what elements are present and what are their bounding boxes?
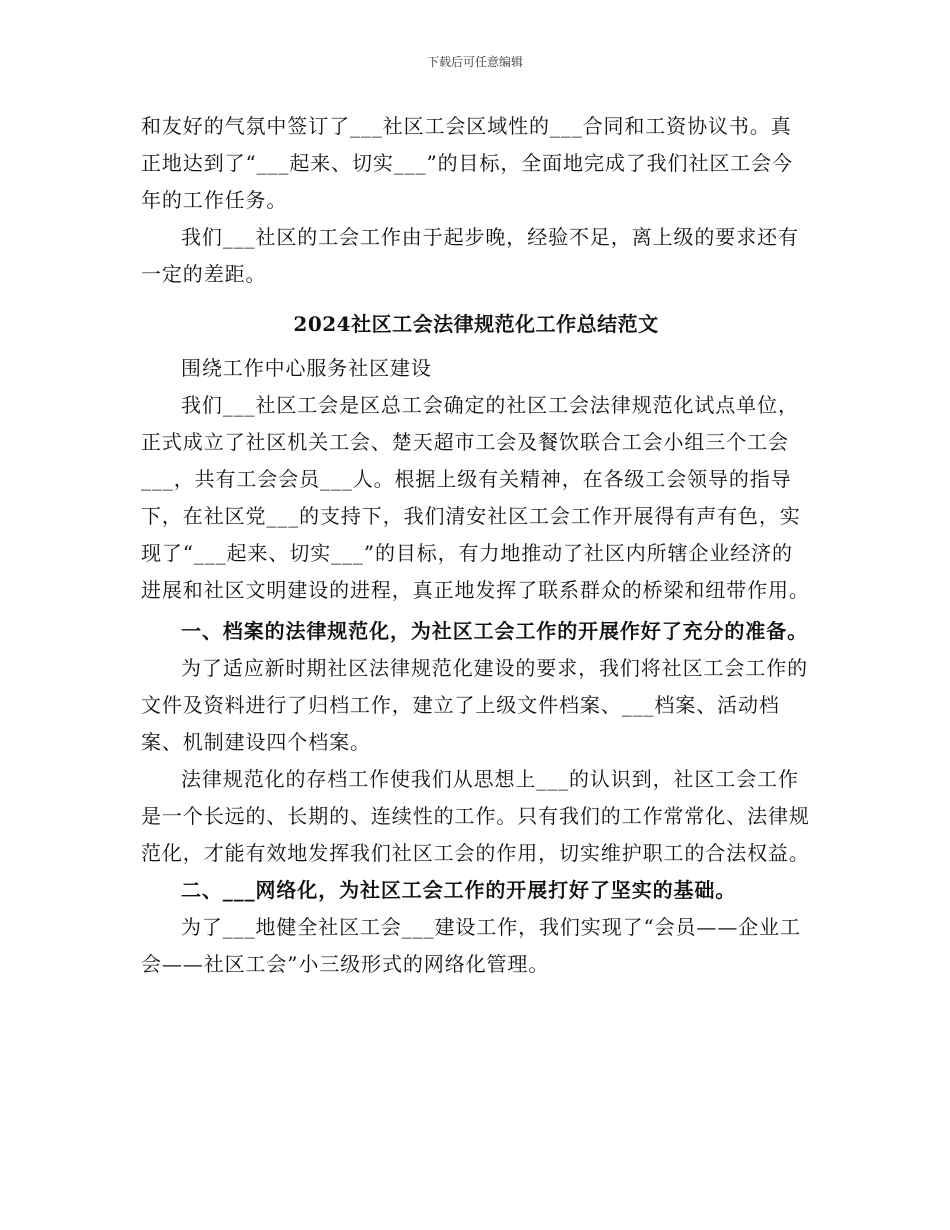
paragraph-continued: 和友好的气氛中签订了___社区工会区域性的___合同和工资协议书。真正地达到了“___起来、切实___”的目标，全面地完成了我们社区工会今年的工作任务。 — [141, 114, 793, 212]
section-heading-network: 二、___网络化，为社区工会工作的开展打好了坚实的基础。 — [181, 878, 737, 902]
document-body — [141, 108, 811, 983]
paragraph-subtitle: 围绕工作中心服务社区建设 — [181, 356, 432, 380]
paragraph-archives: 为了适应新时期社区法律规范化建设的要求，我们将社区工会工作的文件及资料进行了归档工作，建立了上级文件档案、___档案、活动档案、机制建设四个档案。 — [141, 656, 808, 754]
document-title: 2024社区工会法律规范化工作总结范文 — [293, 312, 659, 336]
paragraph-intro: 我们___社区工会是区总工会确定的社区工会法律规范化试点单位，正式成立了社区机关工会、楚天超市工会及餐饮联合工会小组三个工会___，共有工会会员___人。根据上级有关精神，在各级工会领导的指导下，在社区党___的支持下，我们清安社区工会工作开展得有声有色，实现了“___起来、切实___”的目标，有力地推动了社区内所辖企业经济的进展和社区文明建设的进程，真正地发挥了联系群众的桥梁和纽带作用。 — [141, 393, 810, 602]
paragraph-network: 为了___地健全社区工会___建设工作，我们实现了“会员——企业工会——社区工会”小三级形式的网络化管理。 — [141, 915, 801, 976]
page-header: 下载后可任意编辑 — [426, 55, 523, 69]
section-heading-archives: 一、档案的法律规范化，为社区工会工作的开展作好了充分的准备。 — [181, 619, 808, 643]
paragraph-archiving-work: 法律规范化的存档工作使我们从思想上___的认识到，社区工会工作是一个长远的、长期的、连续性的工作。只有我们的工作常常化、法律规范化，才能有效地发挥我们社区工会的作用，切实维护职工的合法权益。 — [141, 767, 810, 865]
paragraph-gap-note: 我们___社区的工会工作由于起步晚，经验不足，离上级的要求还有一定的差距。 — [141, 225, 799, 286]
